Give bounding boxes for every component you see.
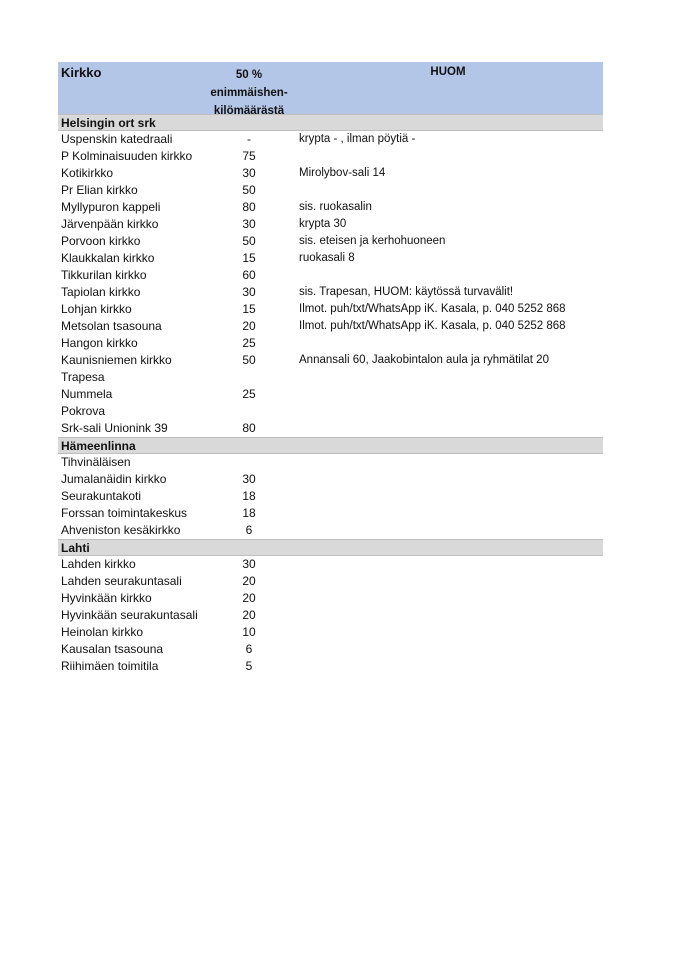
table-row bbox=[58, 233, 603, 250]
row-capacity: 18 bbox=[242, 489, 256, 503]
row-name: Lohjan kirkko bbox=[61, 302, 132, 316]
row-capacity: 30 bbox=[242, 472, 256, 486]
row-capacity: 30 bbox=[242, 166, 256, 180]
row-name: Hangon kirkko bbox=[61, 336, 138, 350]
row-capacity: 20 bbox=[242, 574, 256, 588]
table-row bbox=[58, 369, 603, 386]
row-note: Annansali 60, Jaakobintalon aula ja ryhmätilat 20 bbox=[299, 354, 549, 366]
table-row bbox=[58, 420, 603, 437]
table-row bbox=[58, 284, 603, 301]
table-row bbox=[58, 573, 603, 590]
row-note: Mirolybov-sali 14 bbox=[299, 167, 386, 179]
row-name: Heinolan kirkko bbox=[61, 625, 144, 639]
section-header: Lahti bbox=[58, 539, 603, 556]
table-body bbox=[58, 114, 603, 675]
row-capacity: 60 bbox=[242, 268, 256, 282]
row-name: Pokrova bbox=[61, 404, 106, 418]
row-capacity: 80 bbox=[242, 200, 256, 214]
header-capacity bbox=[195, 66, 303, 120]
row-capacity: 30 bbox=[242, 217, 256, 231]
table-row bbox=[58, 471, 603, 488]
row-capacity: 15 bbox=[242, 251, 256, 265]
row-name: Forssan toimintakeskus bbox=[61, 506, 188, 520]
header-capacity-line2: enimmäishen- bbox=[210, 87, 288, 99]
table-row bbox=[58, 250, 603, 267]
row-capacity: 25 bbox=[242, 336, 256, 350]
table-row bbox=[58, 454, 603, 471]
row-name: Riihimäen toimitila bbox=[61, 659, 159, 673]
row-capacity: 50 bbox=[242, 183, 256, 197]
row-name: Nummela bbox=[61, 387, 113, 401]
row-name: Hyvinkään kirkko bbox=[61, 591, 152, 605]
row-name: Lahden kirkko bbox=[61, 557, 136, 571]
table-row bbox=[58, 148, 603, 165]
row-capacity: 20 bbox=[242, 608, 256, 622]
row-name: Tikkurilan kirkko bbox=[61, 268, 147, 282]
row-name: Uspenskin katedraali bbox=[61, 132, 173, 146]
row-name: Myllypuron kappeli bbox=[61, 200, 161, 214]
table-row bbox=[58, 216, 603, 233]
table-row bbox=[58, 335, 603, 352]
table-row bbox=[58, 301, 603, 318]
row-name: Trapesa bbox=[61, 370, 105, 384]
row-capacity: 20 bbox=[242, 319, 256, 333]
row-note: Ilmot. puh/txt/WhatsApp iK. Kasala, p. 040 5252 868 bbox=[299, 320, 566, 332]
table-row bbox=[58, 556, 603, 573]
table-row bbox=[58, 505, 603, 522]
table-row bbox=[58, 488, 603, 505]
table-row bbox=[58, 199, 603, 216]
table-row bbox=[58, 182, 603, 199]
table-row bbox=[58, 318, 603, 335]
row-name: Lahden seurakuntasali bbox=[61, 574, 182, 588]
header-capacity-line1: 50 % bbox=[235, 69, 263, 81]
row-capacity: 6 bbox=[245, 642, 253, 656]
row-capacity: 80 bbox=[242, 421, 256, 435]
row-capacity: 30 bbox=[242, 285, 256, 299]
header-huom: HUOM bbox=[430, 66, 466, 78]
row-name: Kotikirkko bbox=[61, 166, 114, 180]
row-note: krypta 30 bbox=[299, 218, 347, 230]
table-row bbox=[58, 624, 603, 641]
row-name: Tapiolan kirkko bbox=[61, 285, 141, 299]
row-name: Srk-sali Unionink 39 bbox=[61, 421, 168, 435]
row-capacity: 5 bbox=[245, 659, 253, 673]
table-header bbox=[58, 62, 603, 117]
row-capacity: 15 bbox=[242, 302, 256, 316]
section-header: Hämeenlinna bbox=[58, 437, 603, 454]
row-name: Metsolan tsasouna bbox=[61, 319, 162, 333]
row-note: sis. ruokasalin bbox=[299, 201, 372, 213]
table-row bbox=[58, 403, 603, 420]
row-name: Ahveniston kesäkirkko bbox=[61, 523, 181, 537]
table-row bbox=[58, 522, 603, 539]
row-name: Järvenpään kirkko bbox=[61, 217, 159, 231]
table-row bbox=[58, 658, 603, 675]
row-name: Porvoon kirkko bbox=[61, 234, 141, 248]
church-capacity-table bbox=[58, 62, 603, 675]
header-kirkko: Kirkko bbox=[61, 65, 102, 80]
row-capacity: 25 bbox=[242, 387, 256, 401]
row-note: ruokasali 8 bbox=[299, 252, 355, 264]
row-name: Jumalanäidin kirkko bbox=[61, 472, 167, 486]
row-name: Kaunisniemen kirkko bbox=[61, 353, 172, 367]
row-capacity: 6 bbox=[245, 523, 253, 537]
row-capacity: 20 bbox=[242, 591, 256, 605]
row-name: Pr Elian kirkko bbox=[61, 183, 138, 197]
table-row bbox=[58, 641, 603, 658]
row-name: Klaukkalan kirkko bbox=[61, 251, 155, 265]
table-row bbox=[58, 165, 603, 182]
row-name: Hyvinkään seurakuntasali bbox=[61, 608, 198, 622]
row-note: Ilmot. puh/txt/WhatsApp iK. Kasala, p. 040 5252 868 bbox=[299, 303, 566, 315]
section-header: Helsingin ort srk bbox=[58, 114, 603, 131]
table-row bbox=[58, 131, 603, 148]
row-name: P Kolminaisuuden kirkko bbox=[61, 149, 193, 163]
table-row bbox=[58, 386, 603, 403]
header-capacity-line3: kilömäärästä bbox=[213, 105, 285, 117]
table-row bbox=[58, 267, 603, 284]
row-name: Kausalan tsasouna bbox=[61, 642, 164, 656]
row-name: Tihvinäläisen bbox=[61, 455, 131, 469]
row-capacity: 30 bbox=[242, 557, 256, 571]
table-row bbox=[58, 607, 603, 624]
row-capacity: 50 bbox=[242, 353, 256, 367]
row-note: krypta - , ilman pöytiä - bbox=[299, 133, 416, 145]
row-capacity: 75 bbox=[242, 149, 256, 163]
row-capacity: 10 bbox=[242, 625, 256, 639]
row-capacity: - bbox=[247, 132, 251, 146]
table-row bbox=[58, 352, 603, 369]
row-note: sis. Trapesan, HUOM: käytössä turvavälit! bbox=[299, 286, 514, 298]
row-capacity: 18 bbox=[242, 506, 256, 520]
row-capacity: 50 bbox=[242, 234, 256, 248]
row-name: Seurakuntakoti bbox=[61, 489, 142, 503]
row-note: sis. eteisen ja kerhohuoneen bbox=[299, 235, 446, 247]
table-row bbox=[58, 590, 603, 607]
